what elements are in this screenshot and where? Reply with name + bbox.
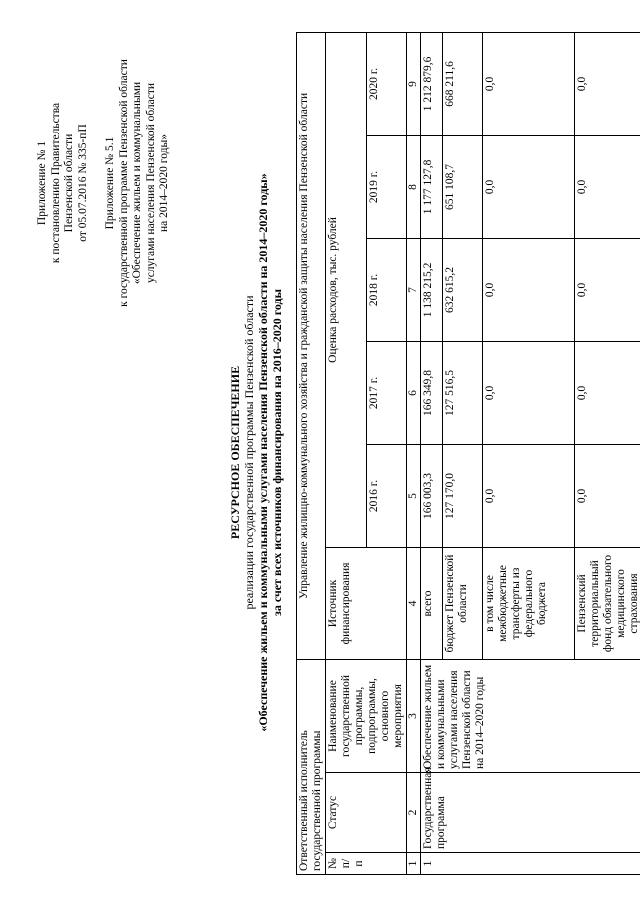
- column-number: 6: [407, 341, 421, 444]
- appendix-5-1-line: услугами населения Пензенской области: [144, 82, 157, 284]
- appendix-1-line: от 05.07.2016 № 335-пП: [76, 124, 89, 242]
- col-source-header: Источник финансирования: [326, 547, 407, 659]
- header-row: [326, 32, 367, 874]
- value-cell: 1 212 879,6: [421, 32, 443, 135]
- col-estimate-header: Оценка расходов, тыс. рублей: [326, 32, 367, 547]
- value-cell: 651 108,7: [443, 135, 483, 238]
- year-header: 2018 г.: [366, 238, 407, 341]
- column-number: 8: [407, 135, 421, 238]
- col-number-header: № п/п: [326, 853, 407, 875]
- value-cell: 668 211,6: [443, 32, 483, 135]
- value-cell: 632 615,2: [443, 238, 483, 341]
- row-program-name: Обеспечение жильем и коммунальными услугами населения Пензенской области на 2014–2020 годы: [421, 659, 640, 772]
- appendix-1: [36, 53, 90, 313]
- value-cell: 0,0: [575, 444, 640, 547]
- row-status: Государственная программа: [421, 773, 640, 853]
- value-cell: 166 003,3: [421, 444, 443, 547]
- value-cell: 0,0: [575, 341, 640, 444]
- column-number: 4: [407, 547, 421, 659]
- resource-table: [296, 32, 640, 875]
- source-label: Пензенский территориальный фонд обязательного медицинского страхования: [575, 547, 640, 659]
- appendix-1-line: Приложение № 1: [36, 140, 48, 226]
- value-cell: 0,0: [575, 135, 640, 238]
- col-status-header: Статус: [326, 773, 407, 853]
- column-number: 5: [407, 444, 421, 547]
- value-cell: 0,0: [483, 341, 575, 444]
- heading-program-name: «Обеспечение жильем и коммунальными услугами населения Пензенской области на 2014–2020 годы»: [256, 173, 270, 732]
- column-number: 2: [407, 773, 421, 853]
- col-name-header: Наименование государственной программы, подпрограммы, основного мероприятия: [326, 659, 407, 772]
- year-header: 2019 г.: [366, 135, 407, 238]
- value-cell: 0,0: [575, 32, 640, 135]
- value-cell: 127 170,0: [443, 444, 483, 547]
- heading-period: за счет всех источников финансирования на 2016–2020 годы: [270, 289, 284, 616]
- value-cell: 166 349,8: [421, 341, 443, 444]
- value-cell: 0,0: [575, 238, 640, 341]
- value-cell: 127 516,5: [443, 341, 483, 444]
- value-cell: 0,0: [483, 135, 575, 238]
- column-numbers-row: [407, 32, 421, 874]
- appendix-5-1-line: на 2014–2020 годы»: [158, 134, 170, 232]
- responsible-value: Управление жилищно-коммунального хозяйства и гражданской защиты населения Пензенской области: [297, 32, 326, 659]
- source-label: всего: [421, 547, 443, 659]
- appendix-captions: [36, 53, 186, 313]
- responsible-label: Ответственный исполнитель государственной программы: [297, 659, 326, 874]
- table-row: [421, 32, 443, 874]
- appendix-5-1-line: Приложение № 5.1: [104, 136, 116, 230]
- appendix-1-line: к постановлению Правительства: [49, 102, 62, 264]
- column-number: 9: [407, 32, 421, 135]
- row-number: 1: [421, 853, 640, 875]
- appendix-5-1-line: «Обеспечение жильем и коммунальными: [131, 81, 143, 285]
- heading-subtitle: реализации государственной программы Пензенской области: [242, 295, 256, 610]
- column-number: 3: [407, 659, 421, 772]
- appendix-5-1-line: к государственной программе Пензенской области: [117, 59, 130, 307]
- year-header: 2017 г.: [366, 341, 407, 444]
- column-number: 7: [407, 238, 421, 341]
- year-header: 2016 г.: [366, 444, 407, 547]
- value-cell: 1 177 127,8: [421, 135, 443, 238]
- heading-title: РЕСУРСНОЕ ОБЕСПЕЧЕНИЕ: [228, 365, 242, 540]
- value-cell: 0,0: [483, 32, 575, 135]
- value-cell: 0,0: [483, 444, 575, 547]
- document-heading: [228, 40, 284, 865]
- value-cell: 0,0: [483, 238, 575, 341]
- column-number: 1: [407, 853, 421, 875]
- responsible-row: [297, 32, 326, 874]
- year-header: 2020 г.: [366, 32, 407, 135]
- source-label: бюджет Пензенской области: [443, 547, 483, 659]
- source-label: в том числе межбюджетные трансферты из федерального бюджета: [483, 547, 575, 659]
- appendix-1-line: Пензенской области: [63, 133, 75, 233]
- appendix-5-1: [104, 53, 172, 313]
- value-cell: 1 138 215,2: [421, 238, 443, 341]
